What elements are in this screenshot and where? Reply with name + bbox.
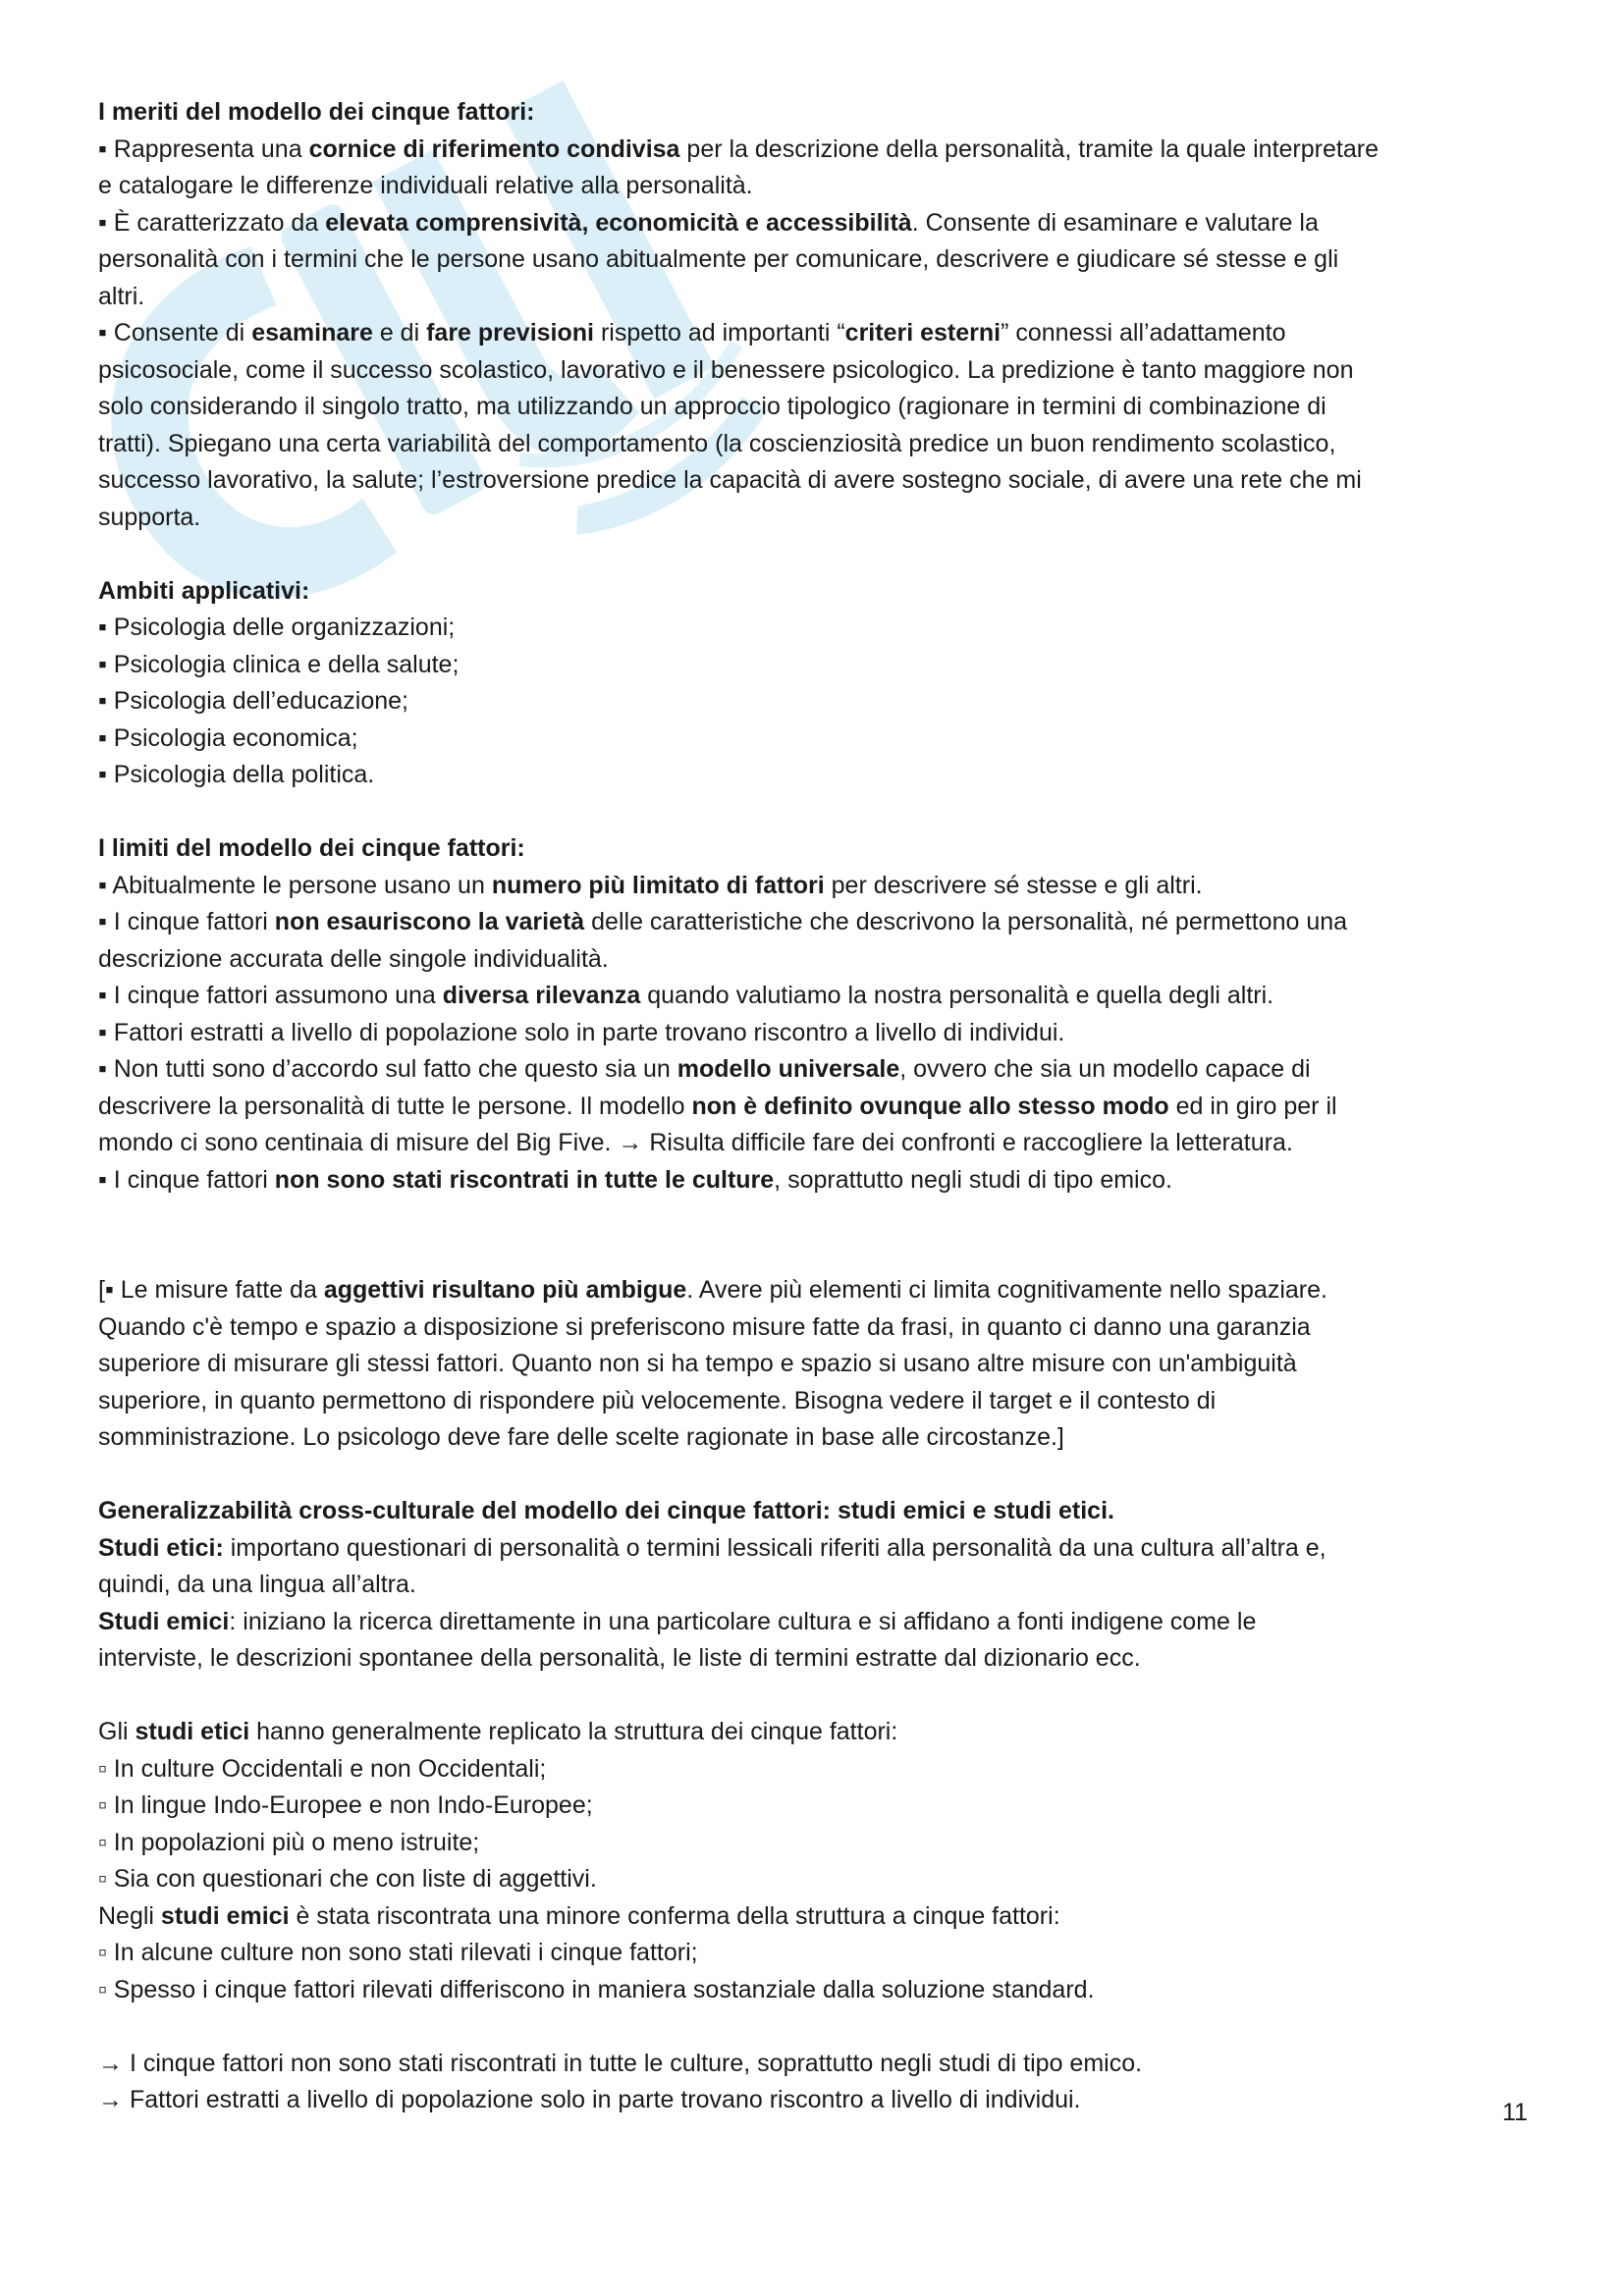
etic-item: ▫ In popolazioni più o meno istruite; xyxy=(98,1828,480,1856)
merit-item-cont: personalità con i termini che le persone usano abitualmente per comunicare, descrivere e giudicare sé stesse e gli xyxy=(98,245,1339,273)
emic-item: ▫ Spesso i cinque fattori rilevati differiscono in maniera sostanziale dalla soluzione standard. xyxy=(98,1975,1095,2003)
application-item: ▪ Psicologia delle organizzazioni; xyxy=(98,614,456,641)
note-paragraph-cont: superiore di misurare gli stessi fattori. Quanto non si ha tempo e spazio si usano altre misure con un'ambiguità xyxy=(98,1350,1297,1377)
etic-item: ▫ Sia con questionari che con liste di aggettivi. xyxy=(98,1865,597,1893)
merit-item-cont: solo considerando il singolo tratto, ma utilizzando un approccio tipologico (ragionare in termini di combinazione di xyxy=(98,393,1326,420)
limit-item: ▪ Non tutti sono d’accordo sul fatto che questo sia un modello universale, ovvero che sia un modello capace di xyxy=(98,1055,1311,1083)
merit-item-cont: supporta. xyxy=(98,503,201,531)
merit-item: ▪ È caratterizzato da elevata comprensività, economicità e accessibilità. Consente di esaminare e valutare la xyxy=(98,208,1319,237)
emic-studies-intro: Negli studi emici è stata riscontrata una minore conferma della struttura a cinque fattori: xyxy=(98,1901,1060,1930)
etic-item: ▫ In culture Occidentali e non Occidentali; xyxy=(98,1754,547,1783)
limit-item: ▪ Fattori estratti a livello di popolazione solo in parte trovano riscontro a livello di individui. xyxy=(98,1018,1065,1046)
merit-item-cont: tratti). Spiegano una certa variabilità del comportamento (la coscienziosità predice un buon rendimento scolastico, xyxy=(98,429,1336,457)
note-paragraph-cont: superiore, in quanto permettono di rispondere più velocemente. Bisogna vedere il target e il contesto di xyxy=(98,1386,1217,1415)
definition-etic-cont: quindi, da una lingua all’altra. xyxy=(98,1571,416,1598)
etic-item: ▫ In lingue Indo-Europee e non Indo-Europee; xyxy=(98,1791,593,1819)
etic-studies-intro: Gli studi etici hanno generalmente replicato la struttura dei cinque fattori: xyxy=(98,1718,898,1745)
definition-emic-cont: interviste, le descrizioni spontanee della personalità, le liste di termini estratte dal dizionario ecc. xyxy=(98,1644,1141,1672)
emic-item: ▫ In alcune culture non sono stati rilevati i cinque fattori; xyxy=(98,1939,698,1966)
application-item: ▪ Psicologia economica; xyxy=(98,723,358,752)
merit-item-cont: altri. xyxy=(98,282,145,310)
section-heading-limits: I limiti del modello dei cinque fattori: xyxy=(98,834,525,862)
application-item: ▪ Psicologia dell’educazione; xyxy=(98,687,409,715)
limit-item: ▪ I cinque fattori non sono stati riscontrati in tutte le culture, soprattutto negli studi di tipo emico. xyxy=(98,1165,1172,1194)
limit-item-cont: mondo ci sono centinaia di misure del Big Five. → Risulta difficile fare dei confronti e raccogliere la letteratura. xyxy=(98,1129,1293,1156)
merit-item-cont: e catalogare le differenze individuali relative alla personalità. xyxy=(98,172,753,199)
note-paragraph: [▪ Le misure fatte da aggettivi risultano più ambigue. Avere più elementi ci limita cognitivamente nello spaziare. xyxy=(98,1276,1327,1304)
limit-item-cont: descrivere la personalità di tutte le persone. Il modello non è definito ovunque allo stesso modo ed in giro per il xyxy=(98,1092,1337,1120)
note-paragraph-cont: Quando c'è tempo e spazio a disposizione si preferiscono misure fatte da frasi, in quanto ci danno una garanzia xyxy=(98,1312,1311,1341)
merit-item: ▪ Rappresenta una cornice di riferimento condivisa per la descrizione della personalità, tramite la quale interpretare xyxy=(98,134,1379,163)
limit-item: ▪ I cinque fattori assumono una diversa rilevanza quando valutiamo la nostra personalità e quella degli altri. xyxy=(98,982,1274,1009)
section-heading-applications: Ambiti applicativi: xyxy=(98,576,310,605)
note-paragraph-cont: somministrazione. Lo psicologo deve fare delle scelte ragionate in base alle circostanze.] xyxy=(98,1423,1064,1451)
limit-item: ▪ I cinque fattori non esauriscono la varietà delle caratteristiche che descrivono la personalità, né permettono una xyxy=(98,908,1348,935)
limit-item-cont: descrizione accurata delle singole individualità. xyxy=(98,944,609,973)
section-heading-merits: I meriti del modello dei cinque fattori: xyxy=(98,98,535,126)
conclusion-item: → I cinque fattori non sono stati riscontrati in tutte le culture, soprattutto negli studi di tipo emico. xyxy=(98,2049,1143,2077)
page-number: 11 xyxy=(1502,2099,1528,2126)
application-item: ▪ Psicologia clinica e della salute; xyxy=(98,650,460,678)
conclusion-item: → Fattori estratti a livello di popolazione solo in parte trovano riscontro a livello di individui. xyxy=(98,2086,1081,2113)
definition-etic: Studi etici: importano questionari di personalità o termini lessicali riferiti alla personalità da una cultura all’altra e, xyxy=(98,1533,1326,1562)
merit-item-cont: successo lavorativo, la salute; l’estroversione predice la capacità di avere sostegno sociale, di avere una rete che mi xyxy=(98,466,1362,494)
limit-item: ▪ Abitualmente le persone usano un numero più limitato di fattori per descrivere sé stesse e gli altri. xyxy=(98,871,1203,899)
merit-item-cont: psicosociale, come il successo scolastico, lavorativo e il benessere psicologico. La predizione è tanto maggiore non xyxy=(98,355,1354,384)
definition-emic: Studi emici: iniziano la ricerca direttamente in una particolare cultura e si affidano a fonti indigene come le xyxy=(98,1607,1257,1635)
merit-item: ▪ Consente di esaminare e di fare previsioni rispetto ad importanti “criteri esterni” connessi all’adattamento xyxy=(98,319,1286,347)
section-heading-generalizability: Generalizzabilità cross-culturale del modello dei cinque fattori: studi emici e studi etici. xyxy=(98,1497,1114,1524)
document-page xyxy=(98,94,1532,2119)
application-item: ▪ Psicologia della politica. xyxy=(98,761,375,788)
